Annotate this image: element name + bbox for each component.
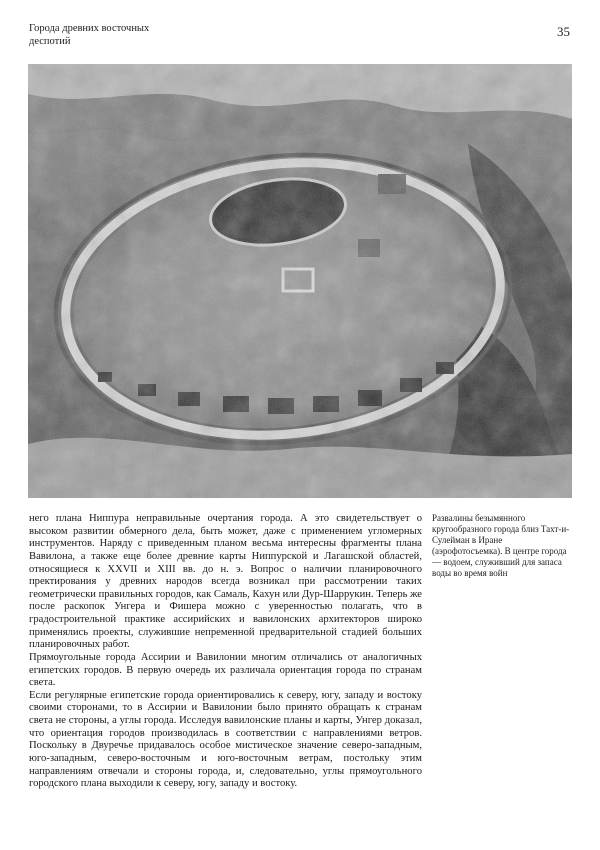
- aerial-photo: [28, 64, 572, 498]
- aerial-photo-of-circular-ruins-icon: [28, 64, 572, 498]
- body-paragraph-2: Прямоугольные города Ассирии и Вавилонии многим отличались от аналогичных египетских городов. В первую очередь их различала ориентация города по странам света.: [29, 651, 422, 689]
- body-paragraph-3: Если регулярные египетские города ориентировались к северу, югу, западу и востоку своими сторонами, то в Ассирии и Вавилонии было принято обращать к странам света не стороны, а углы города. Исследуя вавилонские планы и карты, Унгер доказал, что ориентация городов производилась в соответствии с направлениями ветров. Поскольку в Двуречье придавалось особое мистическое значение северо-западным, юго-западным, северо-восточным и юго-восточным ветрам, постольку этим направлениям отвечали и стороны города, и, следовательно, углы прямоугольного городского плана выходили к северу, югу, западу и востоку.: [29, 689, 422, 790]
- body-text: [29, 513, 422, 791]
- running-head: [29, 22, 149, 48]
- body-paragraph-1: него плана Ниппура неправильные очертания города. А это свидетельствует о высоком развитии обмерного дела, быть может, даже с применением угломерных инструментов. Наряду с приведенным планом весьма интересны фрагменты плана Вавилона, а также еще более древние карты Ниппурской и Лагашской областей, относящиеся к XXVII и XIII вв. до н. э. Вопрос о наличии планировочного пректирования у древних народов всегда возникал при рассмотрении таких геометрически правильных городов, как Самаль, Кахун или Дур-Шаррукин. Теперь же после раскопок Унгера и Фишера можно с уверенностью полагать, что в градостроительной практике ассирийских и вавилонских архитекторов широко применялись проекты, служившие непременной предварительной стадией больших планировочных работ.: [29, 513, 423, 651]
- running-head-line-1: Города древних восточных: [29, 23, 150, 34]
- running-head-line-2: деспотий: [29, 36, 71, 47]
- photo-caption: Развалины безымянного кругообразного города близ Тахт-и-Сулейман в Иране (аэрофотосъемка). В центре города — водоем, служивший для запаса воды во время войн: [432, 513, 570, 578]
- page-number: 35: [557, 24, 570, 39]
